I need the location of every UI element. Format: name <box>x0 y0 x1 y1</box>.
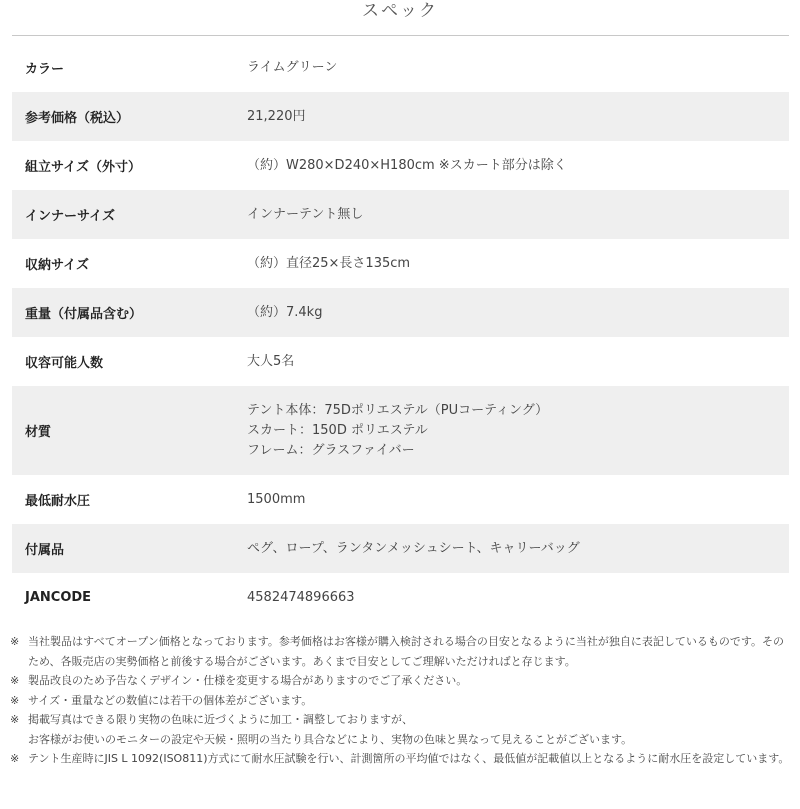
spec-value <box>247 475 789 524</box>
note-text: 掲載写真はできる限り実物の色味に近づくように加工・調整しておりますが、 <box>28 713 413 726</box>
spec-row <box>12 573 789 622</box>
note-item <box>10 691 794 711</box>
spec-row <box>12 386 789 475</box>
spec-label: JANCODE <box>12 573 247 622</box>
spec-value-line: ライムグリーン <box>247 59 338 75</box>
spec-label: 参考価格（税込） <box>12 92 247 141</box>
spec-value <box>247 524 789 573</box>
notes-section <box>10 632 794 769</box>
spec-value-line: スカート：150D ポリエステル <box>247 422 428 438</box>
spec-table-body <box>12 43 789 622</box>
spec-label: 最低耐水圧 <box>12 475 247 524</box>
spec-value <box>247 386 789 475</box>
note-text: 製品改良のため予告なくデザイン・仕様を変更する場合がありますのでご了承ください。 <box>28 674 468 687</box>
spec-value <box>247 288 789 337</box>
title-divider <box>12 35 789 36</box>
spec-value-line: 21,220円 <box>247 108 306 124</box>
spec-row <box>12 190 789 239</box>
spec-label: 重量（付属品含む） <box>12 288 247 337</box>
spec-row <box>12 239 789 288</box>
spec-value <box>247 239 789 288</box>
note-text: サイズ・重量などの数値には若干の個体差がございます。 <box>28 693 313 707</box>
spec-value-line: 1500mm <box>247 491 306 507</box>
spec-row <box>12 337 789 386</box>
note-text: お客様がお使いのモニターの設定や天候・照明の当たり具合などにより、実物の色味と異なって見えることがございます。 <box>28 732 633 746</box>
note-mark: ※ <box>10 693 20 707</box>
spec-value-line: （約）W280×D240×H180cm ※スカート部分は除く <box>247 157 567 173</box>
note-mark: ※ <box>10 674 20 687</box>
spec-value <box>247 43 789 92</box>
note-item <box>10 671 794 691</box>
spec-value <box>247 141 789 190</box>
spec-label: 付属品 <box>12 524 247 573</box>
note-mark: ※ <box>10 635 20 648</box>
spec-value <box>247 92 789 141</box>
spec-value <box>247 573 789 622</box>
spec-row <box>12 524 789 573</box>
spec-value-line: ペグ、ロープ、ランタンメッシュシート、キャリーバッグ <box>247 540 580 556</box>
spec-row <box>12 43 789 92</box>
note-text: テント生産時にJIS L 1092(ISO811)方式にて耐水圧試験を行い、計測箇所の平均値ではなく、最低値が記載値以上となるように耐水圧を設定しています。 <box>28 752 790 765</box>
spec-value-line: （約）7.4kg <box>247 304 323 320</box>
note-item <box>10 710 794 749</box>
spec-value <box>247 337 789 386</box>
spec-value <box>247 190 789 239</box>
spec-row <box>12 141 789 190</box>
note-mark: ※ <box>10 713 20 726</box>
spec-row <box>12 92 789 141</box>
spec-value-line: インナーテント無し <box>247 206 364 222</box>
spec-value-line: フレーム：グラスファイバー <box>247 442 415 458</box>
spec-row <box>12 288 789 337</box>
spec-label: 材質 <box>12 386 247 475</box>
spec-label: 収納サイズ <box>12 239 247 288</box>
spec-label: 収容可能人数 <box>12 337 247 386</box>
spec-value-line: 4582474896663 <box>247 589 355 605</box>
note-mark: ※ <box>10 752 20 765</box>
note-item <box>10 632 794 671</box>
spec-row <box>12 475 789 524</box>
spec-label: インナーサイズ <box>12 190 247 239</box>
note-text: 当社製品はすべてオープン価格となっております。参考価格はお客様が購入検討される場合の目安となるように当社が独自に表記しているものです。そのため、各販売店の実勢価格と前後する場合がございます。あくまで目安としてご理解いただければと存じます。 <box>28 635 785 668</box>
spec-label: カラー <box>12 43 247 92</box>
spec-value-line: テント本体：75Dポリエステル（PUコーティング） <box>247 402 549 418</box>
note-item <box>10 749 794 769</box>
spec-table <box>12 43 789 622</box>
spec-label: 組立サイズ（外寸） <box>12 141 247 190</box>
spec-value-line: （約）直径25×長さ135cm <box>247 255 411 271</box>
spec-value-line: 大人5名 <box>247 353 295 369</box>
page-title: スペック <box>362 1 438 21</box>
